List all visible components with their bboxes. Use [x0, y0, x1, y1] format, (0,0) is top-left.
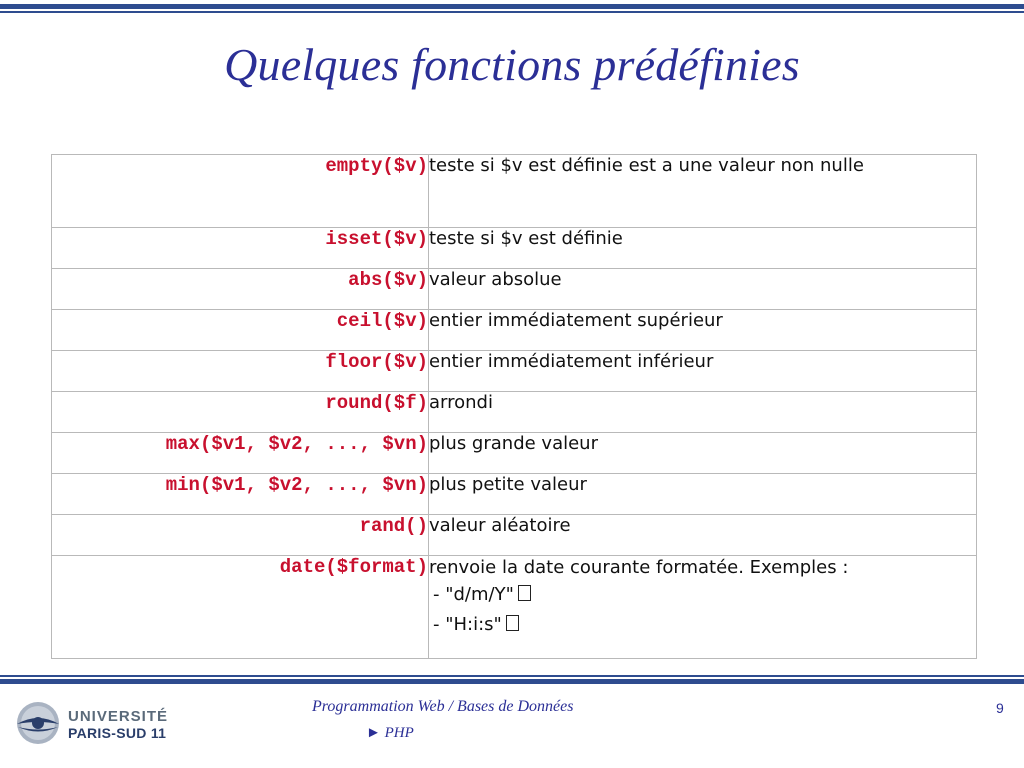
- function-name: max($v1, $v2, ..., $vn): [52, 433, 429, 474]
- function-description-cell: [429, 556, 977, 659]
- logo-text-line1: UNIVERSITÉ: [68, 708, 169, 725]
- university-emblem-icon: [12, 694, 64, 752]
- table-row: [52, 310, 977, 351]
- example-text: - "d/m/Y": [433, 584, 514, 605]
- table-row: [52, 155, 977, 228]
- function-description: plus grande valeur: [429, 433, 977, 474]
- function-name: date($format): [52, 556, 429, 659]
- function-description: plus petite valeur: [429, 474, 977, 515]
- table-row: [52, 515, 977, 556]
- table-row: [52, 392, 977, 433]
- function-description: entier immédiatement inférieur: [429, 351, 977, 392]
- table-row: [52, 351, 977, 392]
- footer-course-title: Programmation Web / Bases de Données: [312, 698, 574, 715]
- function-description: entier immédiatement supérieur: [429, 310, 977, 351]
- logo-text-line2: PARIS-SUD 11: [68, 725, 167, 741]
- example-text: - "H:i:s": [433, 614, 502, 635]
- function-name: abs($v): [52, 269, 429, 310]
- top-rule-thick: [0, 4, 1024, 9]
- missing-glyph-icon: [506, 615, 519, 631]
- table-row: [52, 433, 977, 474]
- table-row: [52, 228, 977, 269]
- function-description: valeur absolue: [429, 269, 977, 310]
- function-description: arrondi: [429, 392, 977, 433]
- function-description: teste si $v est définie est a une valeur non nulle: [429, 155, 977, 228]
- function-name: isset($v): [52, 228, 429, 269]
- function-name: ceil($v): [52, 310, 429, 351]
- page-number: 9: [996, 700, 1004, 716]
- function-name: round($f): [52, 392, 429, 433]
- example-line: [429, 610, 976, 640]
- footer-section: ► PHP: [366, 725, 414, 741]
- function-name: min($v1, $v2, ..., $vn): [52, 474, 429, 515]
- table-row: [52, 474, 977, 515]
- function-description: teste si $v est définie: [429, 228, 977, 269]
- function-description: renvoie la date courante formatée. Exemples :: [429, 557, 849, 578]
- missing-glyph-icon: [518, 585, 531, 601]
- function-description: valeur aléatoire: [429, 515, 977, 556]
- function-name: rand(): [52, 515, 429, 556]
- example-line: [429, 580, 976, 610]
- university-logo: [12, 694, 182, 752]
- slide-title: Quelques fonctions prédéfinies: [224, 39, 800, 90]
- bottom-rule-thick: [0, 679, 1024, 684]
- table-row: [52, 269, 977, 310]
- bottom-rule-thin: [0, 675, 1024, 677]
- functions-table: [51, 154, 977, 659]
- top-rule-thin: [0, 11, 1024, 13]
- table-row: [52, 556, 977, 659]
- function-name: floor($v): [52, 351, 429, 392]
- function-name: empty($v): [52, 155, 429, 228]
